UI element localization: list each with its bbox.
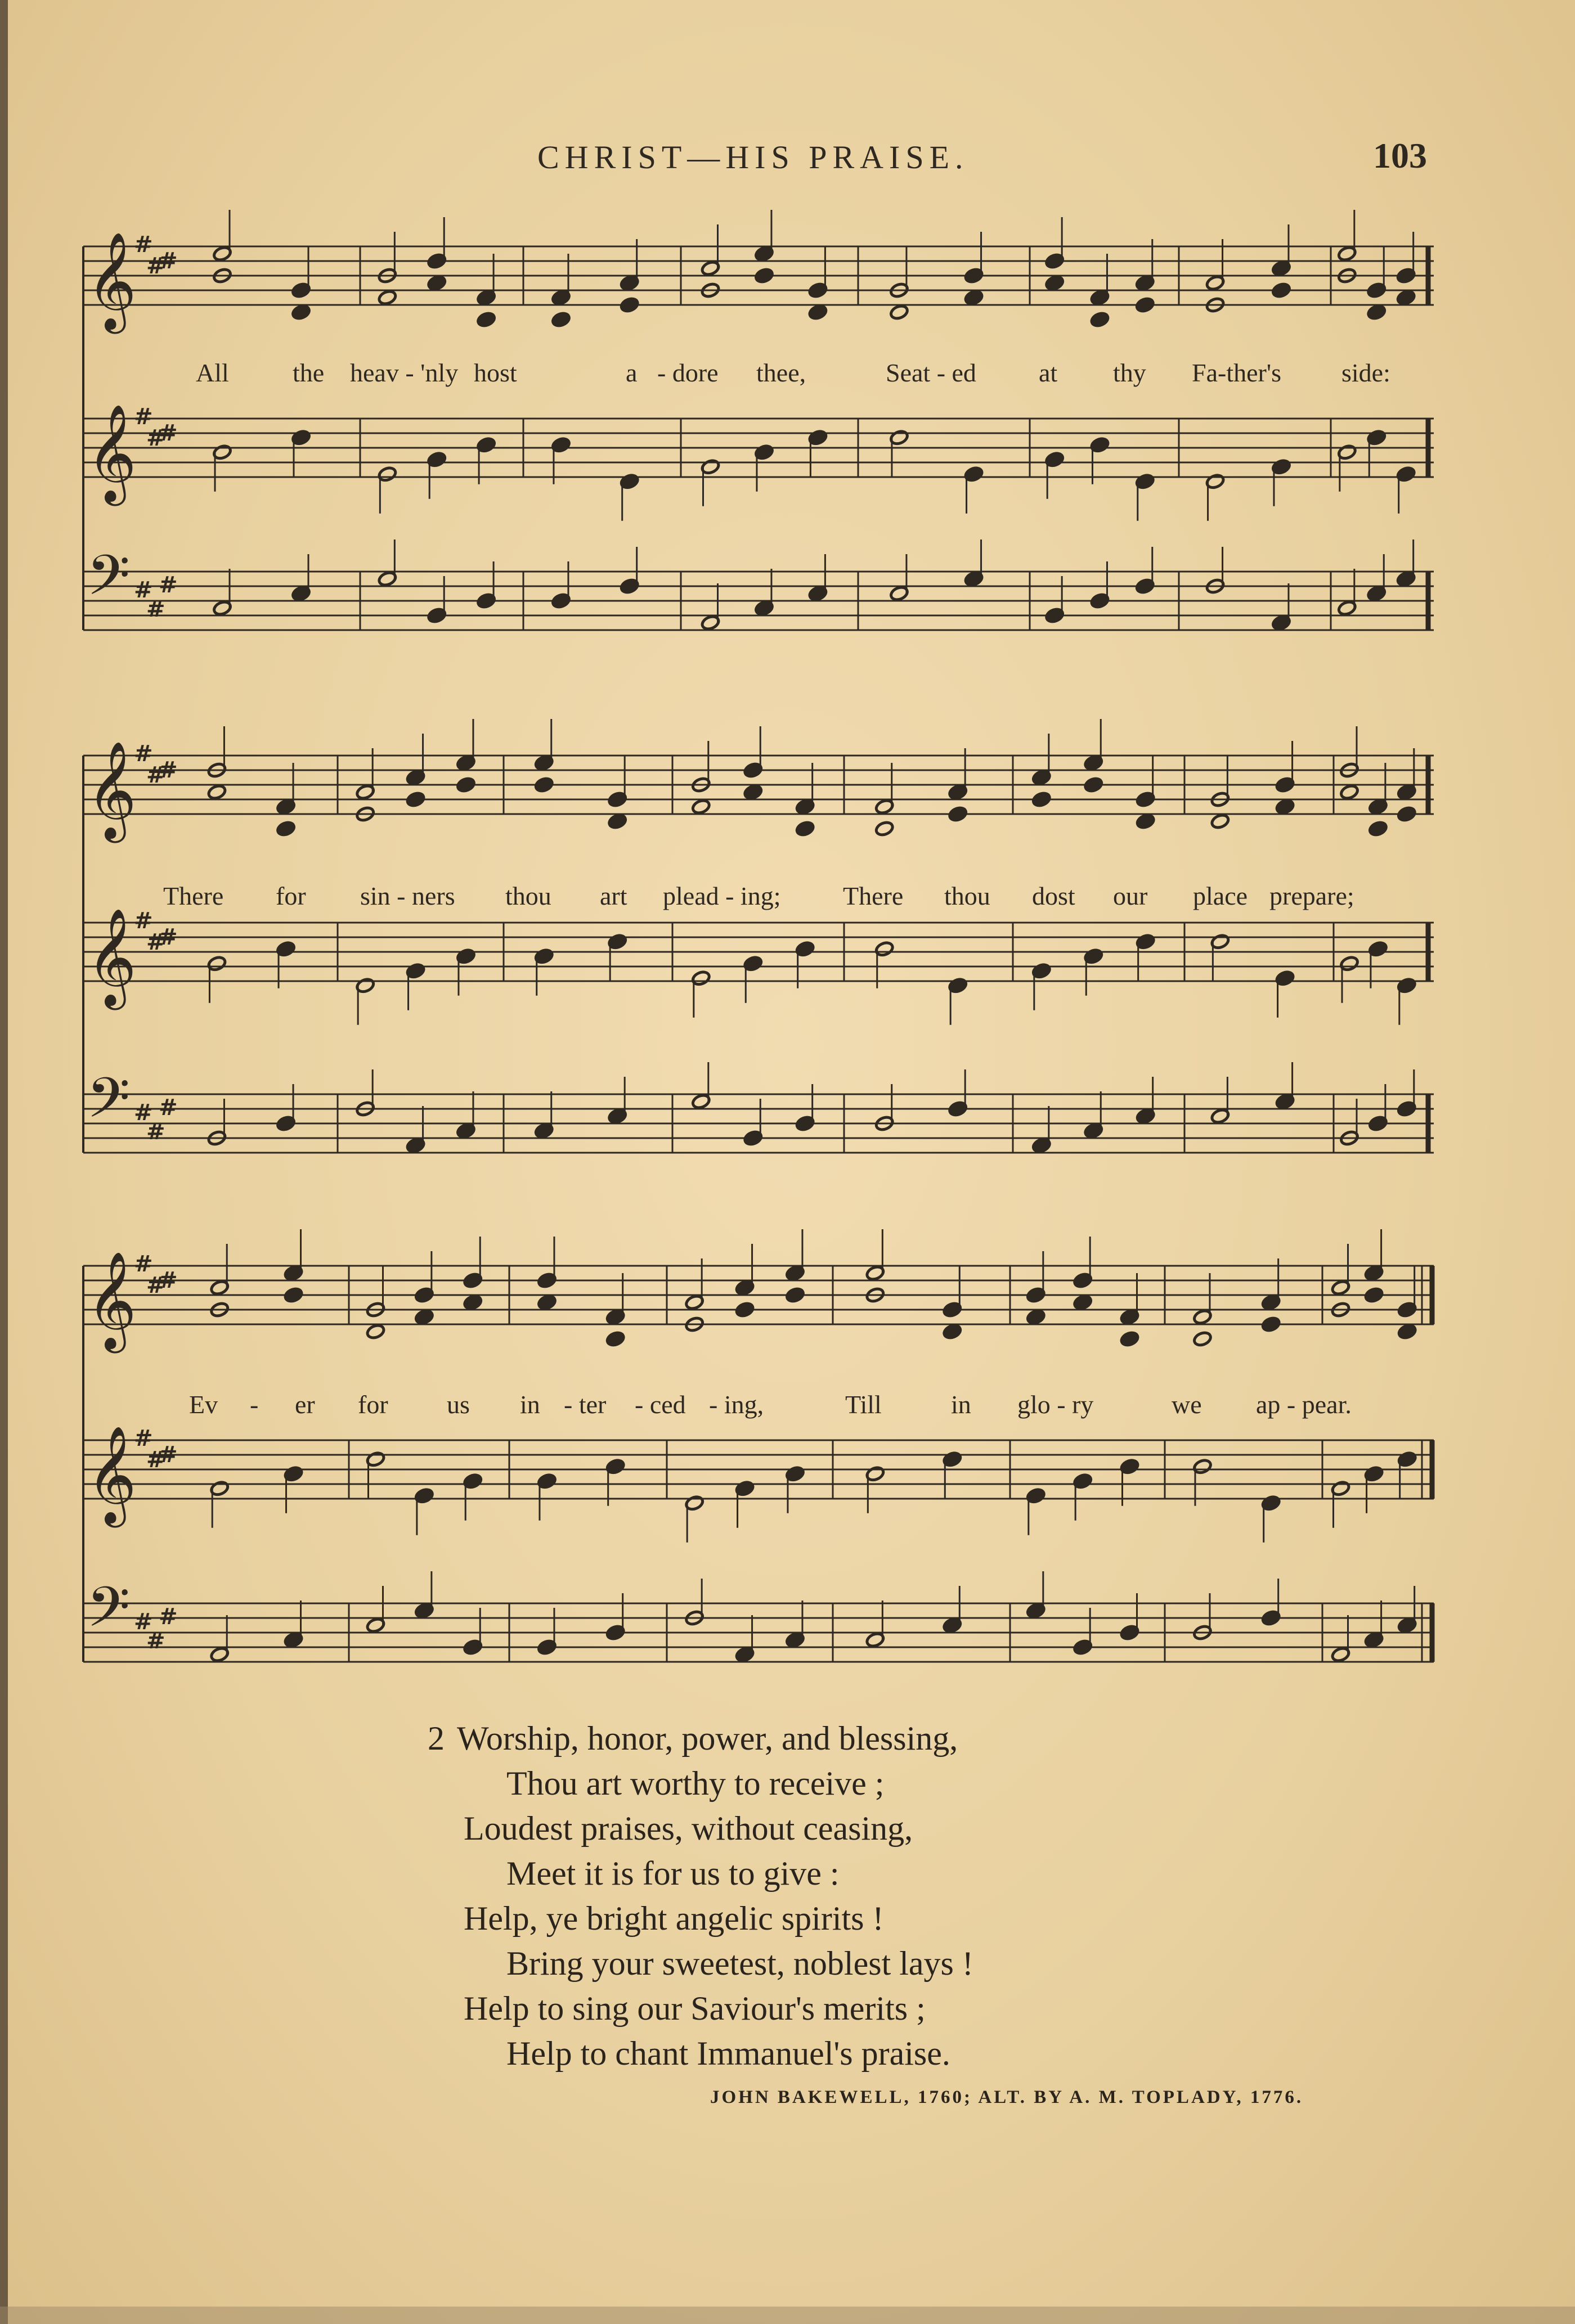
sharp-icon: # bbox=[134, 232, 153, 258]
lyric-syllable: - ced bbox=[635, 1390, 686, 1419]
note-head bbox=[456, 776, 475, 793]
lyric-syllable: thee, bbox=[756, 358, 806, 387]
note-head bbox=[1136, 813, 1155, 830]
verse-line: Help to chant Immanuel's praise. bbox=[506, 2035, 950, 2072]
note-head bbox=[476, 311, 496, 328]
note-head bbox=[1210, 813, 1230, 830]
bass-clef-icon: 𝄢 bbox=[87, 1066, 131, 1144]
lyric-syllable: ap - pear. bbox=[1256, 1390, 1352, 1419]
lyric-syllable: side: bbox=[1341, 358, 1390, 387]
note-head bbox=[1275, 798, 1295, 815]
lyric-syllable: art bbox=[600, 882, 627, 910]
note-head bbox=[1367, 304, 1386, 321]
lyric-syllable: thou bbox=[505, 882, 551, 910]
lyric-syllable: - bbox=[250, 1390, 259, 1419]
lyric-syllable: sin - ners bbox=[360, 882, 455, 910]
note-head bbox=[1364, 1287, 1384, 1303]
note-head bbox=[406, 791, 425, 808]
lyric-syllable: in bbox=[951, 1390, 971, 1419]
lyric-syllable: for bbox=[276, 882, 306, 910]
note-head bbox=[1045, 275, 1065, 291]
sharp-icon: # bbox=[159, 924, 178, 950]
verse-line bbox=[428, 1716, 973, 1761]
verse-line-text: Worship, honor, power, and blessing, bbox=[457, 1720, 958, 1757]
sharp-icon: # bbox=[134, 908, 153, 934]
bass-clef-icon: 𝄢 bbox=[87, 1575, 131, 1653]
lyric-syllable: Ev bbox=[189, 1390, 218, 1419]
lyric-syllable: glo - ry bbox=[1017, 1390, 1094, 1419]
lyric-syllable: our bbox=[1113, 882, 1148, 910]
lyric-syllable: There bbox=[843, 882, 904, 910]
verse-line: Bring your sweetest, noblest lays ! bbox=[506, 1945, 973, 1982]
note-head bbox=[620, 296, 639, 313]
sharp-icon: # bbox=[159, 1442, 178, 1468]
note-head bbox=[1090, 311, 1110, 328]
sharp-icon: # bbox=[134, 1426, 153, 1451]
page-bottom-edge bbox=[0, 2307, 1575, 2324]
sharp-icon: # bbox=[134, 577, 153, 603]
sharp-icon: # bbox=[159, 1095, 178, 1121]
lyric-syllable: - dore bbox=[657, 358, 719, 387]
note-head bbox=[1397, 1323, 1417, 1340]
note-head bbox=[1031, 791, 1051, 808]
lyric-syllable: we bbox=[1172, 1390, 1202, 1419]
lyric-syllable: thy bbox=[1113, 358, 1146, 387]
note-head bbox=[427, 275, 447, 291]
lyric-syllable: host bbox=[474, 358, 517, 387]
note-head bbox=[1339, 784, 1359, 801]
treble-clef-icon: 𝄞 bbox=[87, 1426, 137, 1523]
note-head bbox=[735, 1301, 755, 1318]
note-head bbox=[795, 820, 815, 837]
verse-line: Thou art worthy to receive ; bbox=[506, 1765, 885, 1802]
note-head bbox=[1192, 1330, 1212, 1347]
note-head bbox=[463, 1294, 483, 1311]
verse-line: Meet it is for us to give : bbox=[506, 1855, 840, 1892]
note-head bbox=[1026, 1309, 1045, 1325]
lyric-syllable: Seat - ed bbox=[886, 358, 976, 387]
sharp-icon: # bbox=[146, 253, 165, 279]
note-head bbox=[1397, 806, 1416, 822]
sharp-icon: # bbox=[146, 929, 165, 955]
note-head bbox=[291, 304, 311, 321]
lyric-syllable: thou bbox=[944, 882, 990, 910]
sharp-icon: # bbox=[146, 762, 165, 788]
lyric-syllable: a bbox=[626, 358, 638, 387]
lyric-syllable: plead - ing; bbox=[663, 882, 781, 910]
note-head bbox=[608, 813, 627, 830]
note-head bbox=[691, 798, 711, 815]
treble-clef-icon: 𝄞 bbox=[87, 404, 137, 502]
lyric-syllable: us bbox=[447, 1390, 470, 1419]
sharp-icon: # bbox=[146, 1119, 165, 1145]
note-head bbox=[378, 289, 397, 306]
note-head bbox=[743, 784, 763, 801]
note-head bbox=[1073, 1294, 1093, 1311]
page-number: 103 bbox=[1373, 136, 1427, 176]
note-head bbox=[1135, 296, 1155, 313]
sharp-icon: # bbox=[134, 404, 153, 430]
sharp-icon: # bbox=[159, 1267, 178, 1293]
lyric-syllable: at bbox=[1039, 358, 1058, 387]
treble-clef-icon: 𝄞 bbox=[87, 232, 137, 330]
note-head bbox=[366, 1323, 385, 1340]
lyric-syllable: There bbox=[163, 882, 224, 910]
lyric-syllable: dost bbox=[1032, 882, 1075, 910]
lyric-syllable: - ing, bbox=[709, 1390, 764, 1419]
note-head bbox=[284, 1287, 303, 1303]
sharp-icon: # bbox=[134, 1609, 153, 1635]
note-head bbox=[754, 267, 774, 284]
note-head bbox=[537, 1294, 557, 1311]
lyric-syllable: for bbox=[358, 1390, 388, 1419]
lyric-syllable: All bbox=[196, 358, 229, 387]
sharp-icon: # bbox=[159, 420, 178, 446]
lyric-syllable: er bbox=[295, 1390, 315, 1419]
note-head bbox=[943, 1323, 962, 1340]
verse-line: Help, ye bright angelic spirits ! bbox=[464, 1900, 884, 1937]
sharp-icon: # bbox=[134, 741, 153, 767]
sharp-icon: # bbox=[159, 1604, 178, 1630]
sharp-icon: # bbox=[159, 572, 178, 598]
note-head bbox=[605, 1330, 625, 1347]
hymn-verse bbox=[428, 1716, 973, 2076]
bass-clef-icon: 𝄢 bbox=[87, 543, 131, 622]
note-head bbox=[1271, 282, 1291, 299]
sharp-icon: # bbox=[159, 248, 178, 274]
note-head bbox=[1396, 289, 1416, 306]
note-head bbox=[1084, 776, 1103, 793]
note-head bbox=[276, 820, 295, 837]
page-title: CHRIST—HIS PRAISE. bbox=[537, 139, 969, 176]
sharp-icon: # bbox=[134, 1100, 153, 1126]
lyric-syllable: in bbox=[520, 1390, 540, 1419]
note-head bbox=[1120, 1330, 1139, 1347]
attribution: JOHN BAKEWELL, 1760; ALT. BY A. M. TOPLADY, 1776. bbox=[710, 2087, 1304, 2107]
sharp-icon: # bbox=[146, 596, 165, 622]
sharp-icon: # bbox=[146, 425, 165, 451]
sharp-icon: # bbox=[146, 1273, 165, 1298]
note-head bbox=[414, 1309, 434, 1325]
treble-clef-icon: 𝄞 bbox=[87, 908, 137, 1006]
lyric-syllable: Till bbox=[845, 1390, 882, 1419]
lyric-syllable: heav - 'nly bbox=[350, 358, 459, 387]
treble-clef-icon: 𝄞 bbox=[87, 741, 137, 839]
note-head bbox=[1368, 820, 1388, 837]
note-head bbox=[785, 1287, 805, 1303]
sharp-icon: # bbox=[134, 1251, 153, 1277]
note-head bbox=[551, 311, 571, 328]
verse-line: Loudest praises, without ceasing, bbox=[464, 1810, 913, 1847]
verse-number: 2 bbox=[428, 1720, 445, 1757]
note-head bbox=[874, 820, 894, 837]
note-head bbox=[1261, 1316, 1281, 1333]
verse-line: Help to sing our Saviour's merits ; bbox=[464, 1990, 926, 2027]
sharp-icon: # bbox=[146, 1628, 165, 1654]
lyric-syllable: the bbox=[293, 358, 325, 387]
note-head bbox=[948, 806, 968, 822]
lyric-syllable: prepare; bbox=[1269, 882, 1354, 910]
lyric-syllable: - ter bbox=[564, 1390, 607, 1419]
note-head bbox=[808, 304, 828, 321]
lyric-syllable: place bbox=[1193, 882, 1248, 910]
note-head bbox=[207, 784, 227, 801]
treble-clef-icon: 𝄞 bbox=[87, 1251, 137, 1349]
note-head bbox=[964, 289, 984, 306]
note-head bbox=[889, 304, 909, 321]
sharp-icon: # bbox=[159, 757, 178, 783]
sharp-icon: # bbox=[146, 1447, 165, 1473]
note-head bbox=[534, 776, 554, 793]
lyric-syllable: Fa-ther's bbox=[1192, 358, 1282, 387]
